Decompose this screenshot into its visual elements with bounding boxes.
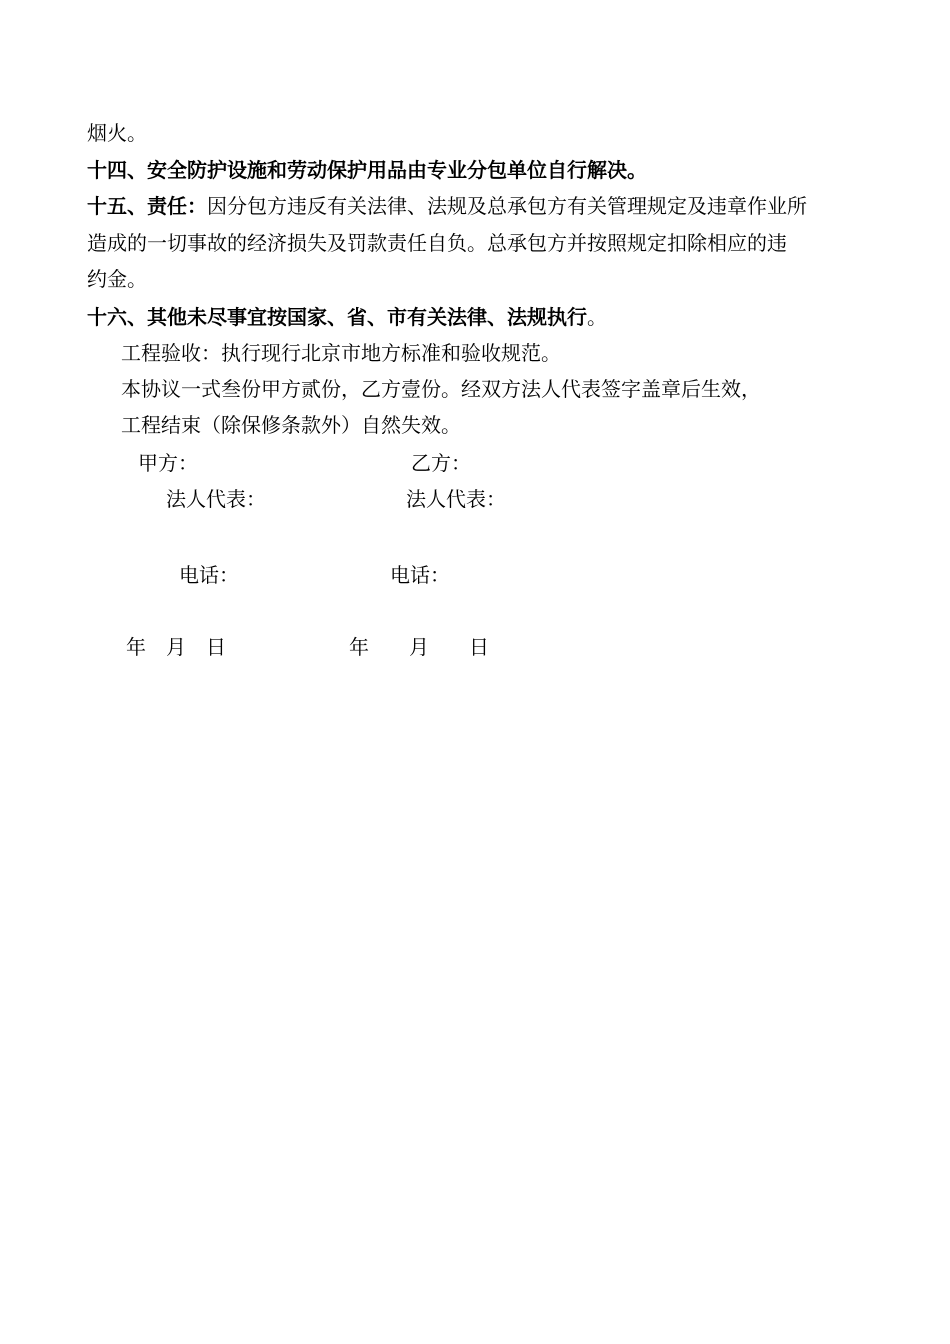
clause-15-text-1: 因分包方违反有关法律、法规及总承包方有关管理规定及违章作业所	[207, 194, 807, 218]
clause-14: 十四、安全防护设施和劳动保护用品由专业分包单位自行解决。	[87, 158, 647, 182]
party-b-date: 年 月 日	[349, 635, 489, 659]
clause-16-text: 十六、其他未尽事宜按国家、省、市有关法律、法规执行	[87, 305, 587, 329]
clause-15-heading: 十五、责任：	[87, 194, 207, 218]
clause-15-line-1	[87, 194, 807, 218]
party-b-label: 乙方：	[411, 451, 471, 475]
acceptance-line: 工程验收：执行现行北京市地方标准和验收规范。	[121, 341, 561, 365]
party-a-label: 甲方：	[138, 451, 198, 475]
party-a-date: 年 月 日	[126, 635, 226, 659]
party-b-phone: 电话：	[390, 563, 450, 587]
party-a-representative: 法人代表：	[166, 487, 266, 511]
clause-15-line-2: 造成的一切事故的经济损失及罚款责任自负。总承包方并按照规定扣除相应的违	[87, 231, 787, 255]
clause-16-end: 。	[587, 305, 607, 329]
clause-13-tail: 烟火。	[87, 121, 147, 145]
agreement-line-1: 本协议一式叁份甲方贰份，乙方壹份。经双方法人代表签字盖章后生效，	[121, 377, 761, 401]
clause-16	[87, 305, 607, 329]
party-b-representative: 法人代表：	[406, 487, 506, 511]
agreement-line-2: 工程结束（除保修条款外）自然失效。	[121, 413, 461, 437]
party-a-phone: 电话：	[179, 563, 239, 587]
clause-15-line-3: 约金。	[87, 267, 147, 291]
